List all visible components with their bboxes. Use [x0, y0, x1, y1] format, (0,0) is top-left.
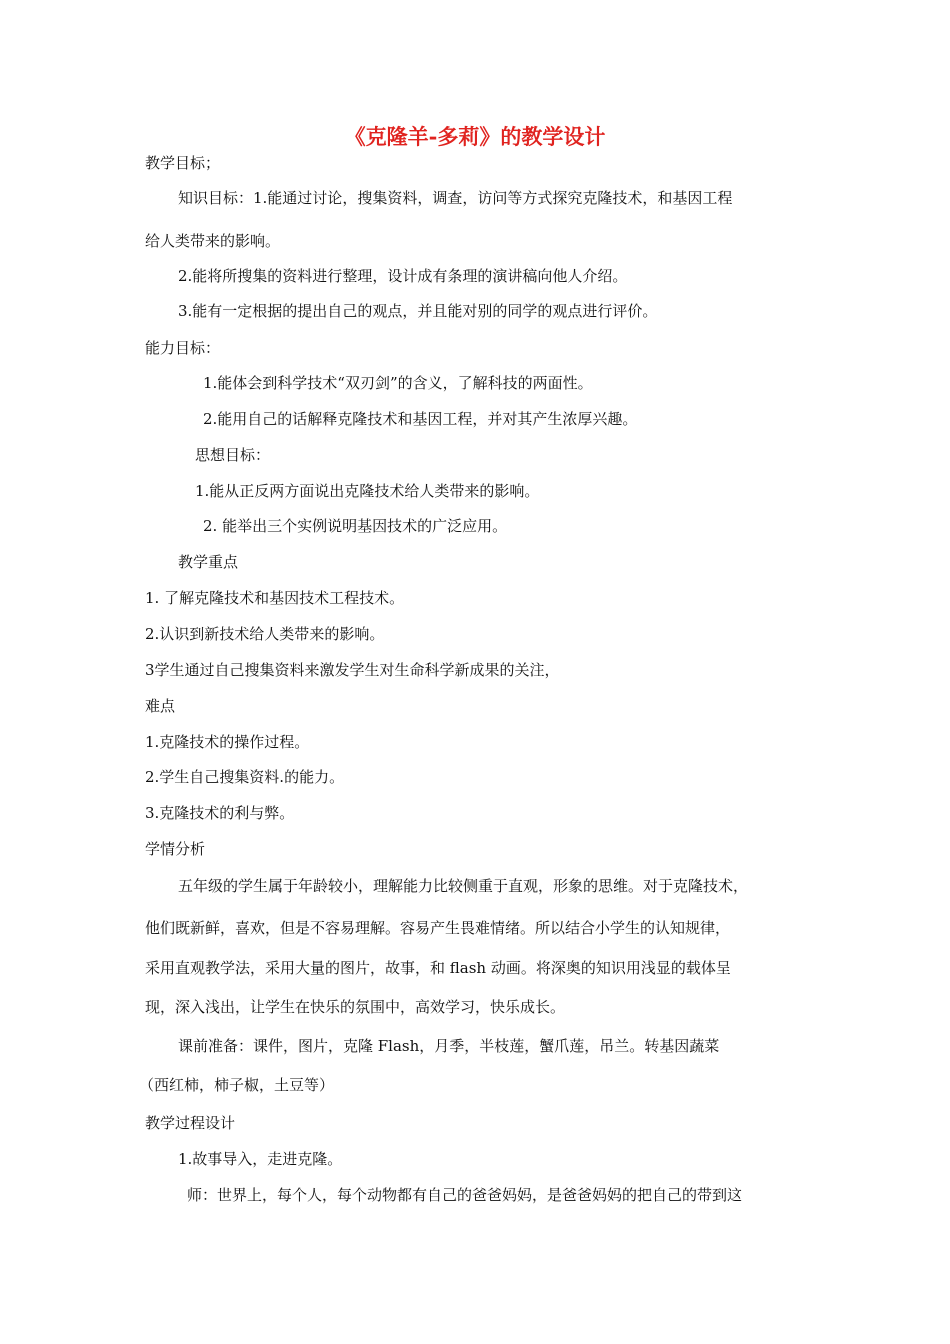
document-title: 《克隆羊-多莉》的教学设计: [344, 124, 606, 149]
text-line: 采用直观教学法，采用大量的图片，故事，和 flash 动画。将深奥的知识用浅显的载体呈: [145, 959, 731, 977]
text-line: 师：世界上，每个人，每个动物都有自己的爸爸妈妈，是爸爸妈妈的把自己的带到这: [187, 1186, 743, 1204]
text-line: 1.能从正反两方面说出克隆技术给人类带来的影响。: [195, 482, 540, 500]
text-line: 现，深入浅出，让学生在快乐的氛围中，高效学习，快乐成长。: [145, 998, 566, 1016]
text-line: 能力目标：: [145, 339, 221, 357]
text-line: 1.克隆技术的操作过程。: [145, 733, 310, 751]
text-line: 思想目标：: [195, 446, 271, 464]
text-line: 1.故事导入，走进克隆。: [178, 1150, 343, 1168]
text-line: 3.克隆技术的利与弊。: [145, 804, 295, 822]
text-line: 3学生通过自己搜集资料来激发学生对生命科学新成果的关注，: [145, 661, 560, 679]
text-line: 2.认识到新技术给人类带来的影响。: [145, 625, 385, 643]
text-line: 五年级的学生属于年龄较小，理解能力比较侧重于直观，形象的思维。对于克隆技术，: [178, 877, 749, 895]
text-line: （西红柿，柿子椒，土豆等）: [139, 1076, 335, 1094]
text-line: 1. 了解克隆技术和基因技术工程技术。: [145, 589, 405, 607]
text-line: 2.能用自己的话解释克隆技术和基因工程，并对其产生浓厚兴趣。: [203, 410, 638, 428]
section-heading: 教学重点: [178, 553, 239, 571]
section-heading: 难点: [145, 697, 176, 715]
text-line: 知识目标：1.能通过讨论，搜集资料，调查，访问等方式探究克隆技术，和基因工程: [178, 189, 733, 207]
section-heading: 学情分析: [145, 840, 206, 858]
text-line: 3.能有一定根据的提出自己的观点，并且能对别的同学的观点进行评价。: [178, 302, 658, 320]
text-line: 2. 能举出三个实例说明基因技术的广泛应用。: [203, 517, 508, 535]
text-line: 2.能将所搜集的资料进行整理，设计成有条理的演讲稿向他人介绍。: [178, 267, 628, 285]
text-line: 2.学生自己搜集资料.的能力。: [145, 768, 345, 786]
section-heading: 教学过程设计: [145, 1114, 236, 1132]
text-line: 教学目标；: [145, 154, 221, 172]
text-line: 他们既新鲜，喜欢，但是不容易理解。容易产生畏难情绪。所以结合小学生的认知规律，: [145, 919, 731, 937]
text-line: 课前准备：课件，图片，克隆 Flash，月季，半枝莲，蟹爪莲，吊兰。转基因蔬菜: [178, 1037, 720, 1055]
text-line: 1.能体会到科学技术“双刃剑”的含义，了解科技的两面性。: [203, 374, 593, 392]
text-line: 给人类带来的影响。: [145, 232, 281, 250]
